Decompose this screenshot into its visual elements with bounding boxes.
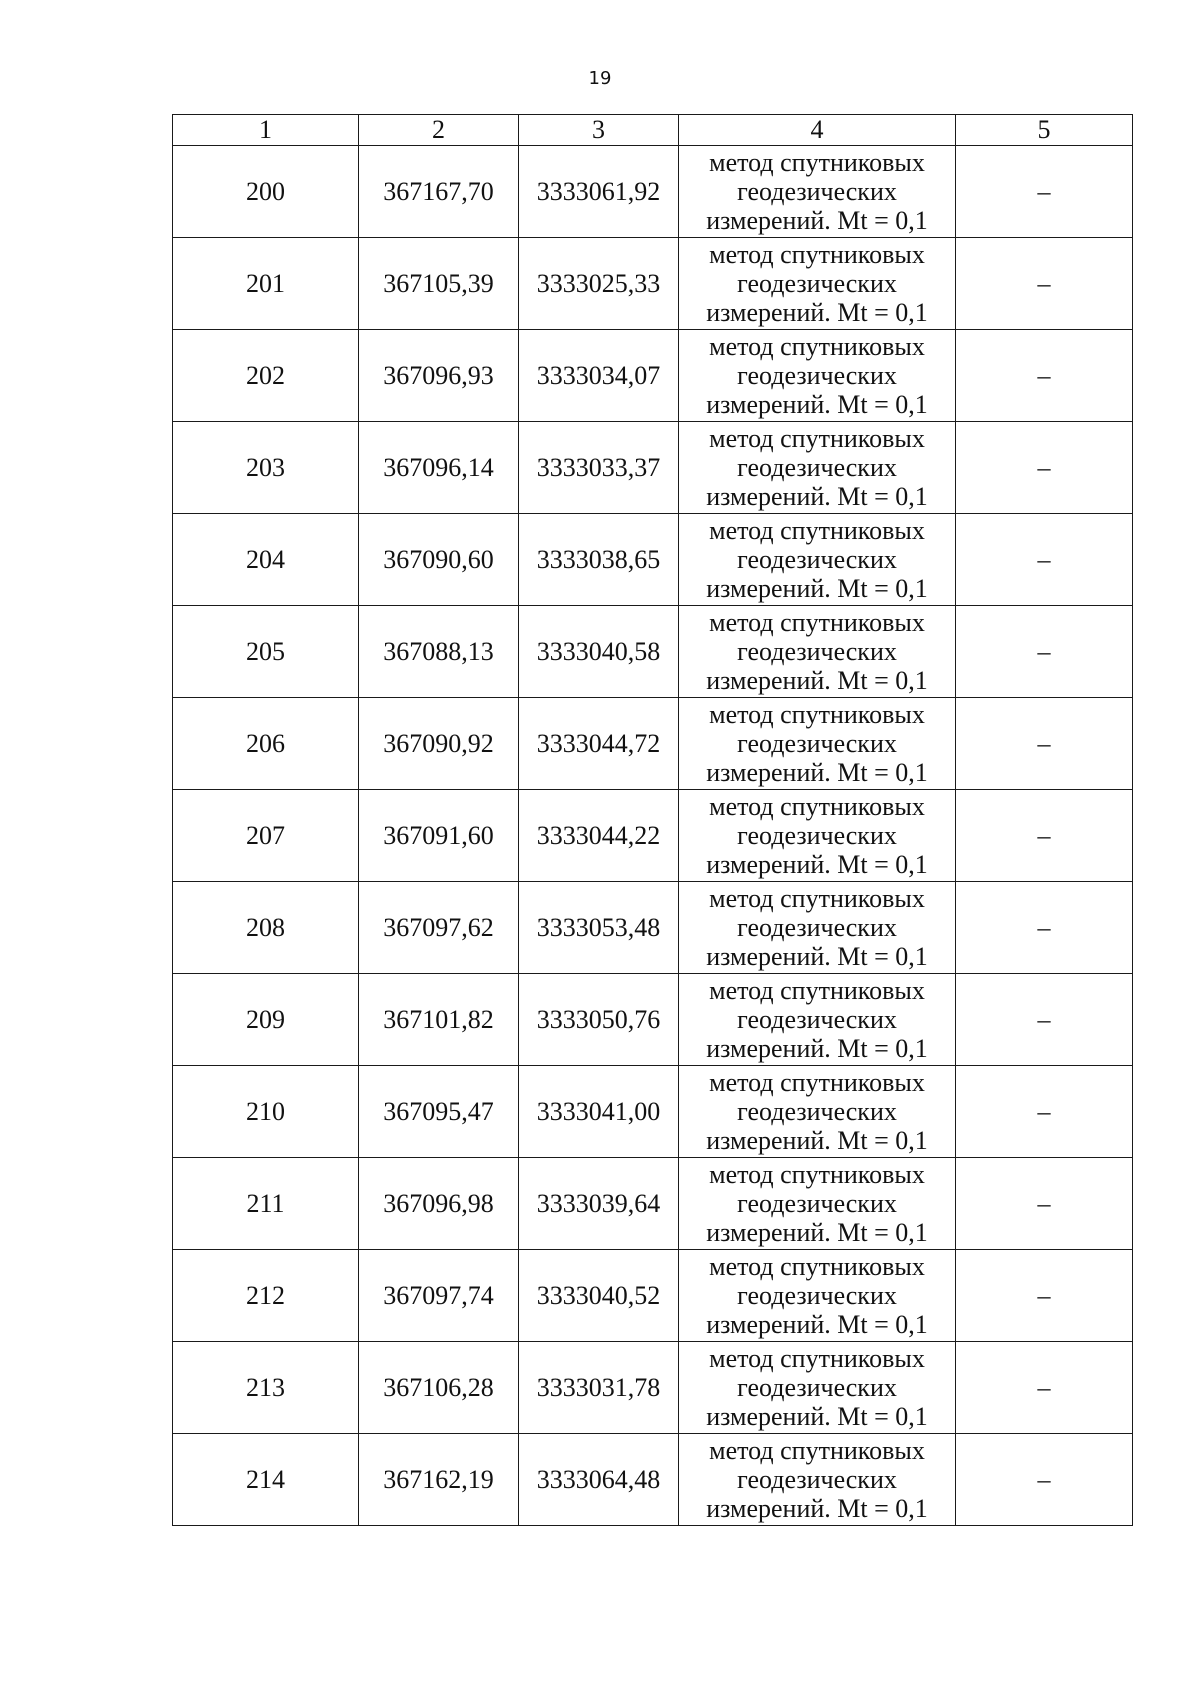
page-number: 19 [588, 68, 612, 89]
table-row [173, 1434, 1133, 1526]
x-coordinate-cell: 367167,70 [359, 146, 519, 238]
method-line: измерений. Mt = 0,1 [706, 390, 928, 419]
y-coordinate-cell: 3333061,92 [519, 146, 679, 238]
method-line: геодезических [737, 545, 897, 574]
point-number-cell: 202 [173, 330, 359, 422]
x-coordinate-cell: 367088,13 [359, 606, 519, 698]
x-coordinate-cell: 367091,60 [359, 790, 519, 882]
point-number-cell: 213 [173, 1342, 359, 1434]
method-line: метод спутниковых [709, 148, 925, 177]
method-cell [679, 330, 956, 422]
method-cell [679, 1250, 956, 1342]
method-line: геодезических [737, 177, 897, 206]
y-coordinate-cell: 3333033,37 [519, 422, 679, 514]
column-5-cell: – [956, 790, 1133, 882]
table-row [173, 1158, 1133, 1250]
x-coordinate-cell: 367095,47 [359, 1066, 519, 1158]
column-header-1: 1 [173, 115, 359, 146]
method-cell [679, 514, 956, 606]
column-header-5: 5 [956, 115, 1133, 146]
method-line: геодезических [737, 821, 897, 850]
method-line: измерений. Mt = 0,1 [706, 758, 928, 787]
method-line: геодезических [737, 913, 897, 942]
method-line: измерений. Mt = 0,1 [706, 850, 928, 879]
method-cell [679, 1434, 956, 1526]
method-line: измерений. Mt = 0,1 [706, 298, 928, 327]
table-row [173, 1066, 1133, 1158]
method-line: метод спутниковых [709, 1252, 925, 1281]
y-coordinate-cell: 3333044,22 [519, 790, 679, 882]
table-body [173, 146, 1133, 1526]
table-row [173, 698, 1133, 790]
table-row [173, 1342, 1133, 1434]
method-cell [679, 882, 956, 974]
method-line: геодезических [737, 361, 897, 390]
method-cell [679, 790, 956, 882]
y-coordinate-cell: 3333040,52 [519, 1250, 679, 1342]
x-coordinate-cell: 367096,93 [359, 330, 519, 422]
x-coordinate-cell: 367105,39 [359, 238, 519, 330]
method-line: измерений. Mt = 0,1 [706, 574, 928, 603]
y-coordinate-cell: 3333034,07 [519, 330, 679, 422]
method-line: метод спутниковых [709, 1068, 925, 1097]
table-row [173, 422, 1133, 514]
column-5-cell: – [956, 698, 1133, 790]
method-line: измерений. Mt = 0,1 [706, 1494, 928, 1523]
method-line: геодезических [737, 1281, 897, 1310]
table-row [173, 974, 1133, 1066]
x-coordinate-cell: 367096,98 [359, 1158, 519, 1250]
method-line: измерений. Mt = 0,1 [706, 666, 928, 695]
x-coordinate-cell: 367106,28 [359, 1342, 519, 1434]
method-line: геодезических [737, 729, 897, 758]
method-line: метод спутниковых [709, 1436, 925, 1465]
method-cell [679, 146, 956, 238]
column-5-cell: – [956, 1066, 1133, 1158]
method-line: измерений. Mt = 0,1 [706, 206, 928, 235]
table-row [173, 882, 1133, 974]
x-coordinate-cell: 367097,74 [359, 1250, 519, 1342]
y-coordinate-cell: 3333040,58 [519, 606, 679, 698]
column-5-cell: – [956, 974, 1133, 1066]
point-number-cell: 204 [173, 514, 359, 606]
table-row [173, 606, 1133, 698]
method-line: метод спутниковых [709, 516, 925, 545]
point-number-cell: 206 [173, 698, 359, 790]
method-line: метод спутниковых [709, 884, 925, 913]
y-coordinate-cell: 3333044,72 [519, 698, 679, 790]
method-line: метод спутниковых [709, 976, 925, 1005]
y-coordinate-cell: 3333053,48 [519, 882, 679, 974]
method-line: измерений. Mt = 0,1 [706, 482, 928, 511]
column-header-4: 4 [679, 115, 956, 146]
table-row [173, 146, 1133, 238]
method-line: измерений. Mt = 0,1 [706, 1310, 928, 1339]
method-line: метод спутниковых [709, 608, 925, 637]
method-line: геодезических [737, 637, 897, 666]
x-coordinate-cell: 367096,14 [359, 422, 519, 514]
method-line: геодезических [737, 1373, 897, 1402]
column-5-cell: – [956, 606, 1133, 698]
column-5-cell: – [956, 422, 1133, 514]
y-coordinate-cell: 3333050,76 [519, 974, 679, 1066]
column-5-cell: – [956, 238, 1133, 330]
column-5-cell: – [956, 1158, 1133, 1250]
point-number-cell: 201 [173, 238, 359, 330]
y-coordinate-cell: 3333064,48 [519, 1434, 679, 1526]
method-line: метод спутниковых [709, 700, 925, 729]
x-coordinate-cell: 367097,62 [359, 882, 519, 974]
method-line: метод спутниковых [709, 332, 925, 361]
point-number-cell: 211 [173, 1158, 359, 1250]
method-cell [679, 1342, 956, 1434]
y-coordinate-cell: 3333038,65 [519, 514, 679, 606]
method-line: измерений. Mt = 0,1 [706, 942, 928, 971]
y-coordinate-cell: 3333041,00 [519, 1066, 679, 1158]
column-5-cell: – [956, 1250, 1133, 1342]
point-number-cell: 209 [173, 974, 359, 1066]
method-line: геодезических [737, 1189, 897, 1218]
table-row [173, 238, 1133, 330]
x-coordinate-cell: 367090,60 [359, 514, 519, 606]
method-line: метод спутниковых [709, 1344, 925, 1373]
point-number-cell: 208 [173, 882, 359, 974]
point-number-cell: 210 [173, 1066, 359, 1158]
table-row [173, 330, 1133, 422]
table-header-row [173, 115, 1133, 146]
column-header-3: 3 [519, 115, 679, 146]
method-line: геодезических [737, 269, 897, 298]
method-line: метод спутниковых [709, 792, 925, 821]
method-cell [679, 422, 956, 514]
point-number-cell: 214 [173, 1434, 359, 1526]
method-line: измерений. Mt = 0,1 [706, 1402, 928, 1431]
method-cell [679, 1158, 956, 1250]
method-cell [679, 974, 956, 1066]
method-line: измерений. Mt = 0,1 [706, 1126, 928, 1155]
y-coordinate-cell: 3333031,78 [519, 1342, 679, 1434]
method-line: геодезических [737, 1465, 897, 1494]
method-cell [679, 1066, 956, 1158]
table-row [173, 1250, 1133, 1342]
method-line: метод спутниковых [709, 424, 925, 453]
x-coordinate-cell: 367090,92 [359, 698, 519, 790]
column-5-cell: – [956, 882, 1133, 974]
point-number-cell: 203 [173, 422, 359, 514]
point-number-cell: 207 [173, 790, 359, 882]
coordinates-table [172, 114, 1133, 1526]
method-line: метод спутниковых [709, 1160, 925, 1189]
column-header-2: 2 [359, 115, 519, 146]
column-5-cell: – [956, 1434, 1133, 1526]
column-5-cell: – [956, 330, 1133, 422]
x-coordinate-cell: 367101,82 [359, 974, 519, 1066]
method-line: геодезических [737, 1097, 897, 1126]
method-cell [679, 238, 956, 330]
method-cell [679, 698, 956, 790]
y-coordinate-cell: 3333025,33 [519, 238, 679, 330]
method-line: геодезических [737, 453, 897, 482]
method-line: измерений. Mt = 0,1 [706, 1034, 928, 1063]
column-5-cell: – [956, 146, 1133, 238]
point-number-cell: 212 [173, 1250, 359, 1342]
method-line: измерений. Mt = 0,1 [706, 1218, 928, 1247]
point-number-cell: 205 [173, 606, 359, 698]
column-5-cell: – [956, 1342, 1133, 1434]
method-cell [679, 606, 956, 698]
point-number-cell: 200 [173, 146, 359, 238]
method-line: метод спутниковых [709, 240, 925, 269]
table-row [173, 514, 1133, 606]
method-line: геодезических [737, 1005, 897, 1034]
column-5-cell: – [956, 514, 1133, 606]
x-coordinate-cell: 367162,19 [359, 1434, 519, 1526]
y-coordinate-cell: 3333039,64 [519, 1158, 679, 1250]
table-row [173, 790, 1133, 882]
